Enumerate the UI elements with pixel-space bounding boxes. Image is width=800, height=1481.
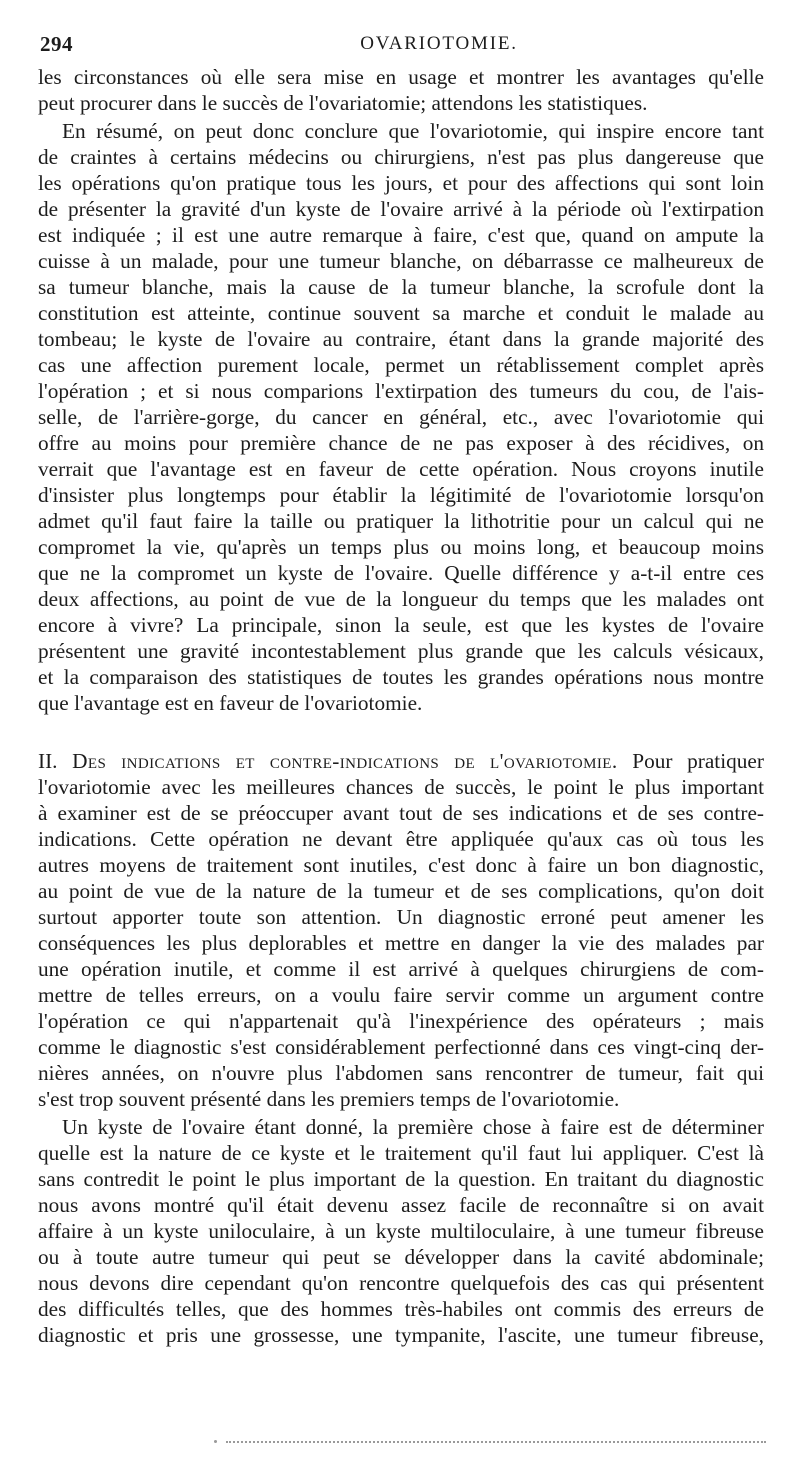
text-line: encore à vivre? La principale, sinon la seule, est que les kystes de l'ovaire: [38, 613, 764, 637]
text-line: s'est trop souvent présenté dans les premiers temps de l'ovariotomie.: [38, 1087, 620, 1111]
text-line: des difficultés telles, que des hommes très-habiles ont commis des erreurs de: [38, 1297, 764, 1321]
text-line: peut procurer dans le succès de l'ovariatomie; attendons les statistiques.: [38, 91, 648, 115]
text-line: sans contredit le point le plus important de la question. En traitant du diagnostic: [38, 1167, 764, 1191]
text-line: à examiner est de se préoccuper avant tout de ses indications et de ses contre-: [38, 801, 764, 825]
text-line: les circonstances où elle sera mise en usage et montrer les avantages qu'elle: [38, 65, 764, 89]
section-heading-continuation: Pour pratiquer: [632, 749, 764, 773]
text-line: nous avons montré qu'il était devenu assez facile de reconnaître si on avait: [38, 1193, 764, 1217]
text-line: tombeau; le kyste de l'ovaire au contraire, étant dans la grande majorité des: [38, 327, 764, 351]
text-line: diagnostic et pris une grossesse, une tympanite, l'ascite, une tumeur fibreuse,: [38, 1323, 764, 1347]
footer-dotted-rule: [226, 1441, 766, 1445]
text-line: d'insister plus longtemps pour établir la légitimité de l'ovariotomie lorsqu'on: [38, 483, 764, 507]
text-line: conséquences les plus deplorables et mettre en danger la vie des malades par: [38, 931, 764, 955]
text-line: constitution est atteinte, continue souvent sa marche et conduit le malade au: [38, 301, 764, 325]
text-line: indications. Cette opération ne devant être appliquée qu'aux cas où tous les: [38, 827, 764, 851]
text-line: sa tumeur blanche, mais la cause de la tumeur blanche, la scrofule dont la: [38, 275, 764, 299]
text-line: ou à toute autre tumeur qui peut se développer dans la cavité abdominale;: [38, 1245, 764, 1269]
text-line: autres moyens de traitement sont inutiles, c'est donc à faire un bon diagnostic,: [38, 853, 764, 877]
text-line: quelle est la nature de ce kyste et le traitement qu'il faut lui appliquer. C'est là: [38, 1141, 764, 1165]
text-line: l'opération ce qui n'appartenait qu'à l'inexpérience des opérateurs ; mais: [38, 1009, 764, 1033]
text-line: est indiquée ; il est une autre remarque à faire, c'est que, quand on ampute la: [38, 223, 764, 247]
text-line: nières années, on n'ouvre plus l'abdomen sans rencontrer de tumeur, fait qui: [38, 1061, 764, 1085]
text-line: cuisse à un malade, pour une tumeur blanche, on débarrasse ce malheureux de: [38, 249, 764, 273]
text-line: de présenter la gravité d'un kyste de l'ovaire arrivé à la période où l'extirpation: [38, 197, 764, 221]
text-line: une opération inutile, et comme il est arrivé à quelques chirurgiens de com-: [38, 957, 764, 981]
text-line: au point de vue de la nature de la tumeur et de ses complications, qu'on doit: [38, 879, 764, 903]
text-line: mettre de telles erreurs, on a voulu faire servir comme un argument contre: [38, 983, 764, 1007]
text-line: verrait que l'avantage est en faveur de cette opération. Nous croyons inutile: [38, 457, 764, 481]
text-line: présentent une gravité incontestablement plus grande que les calculs vésicaux,: [38, 639, 764, 663]
section-heading-line: [38, 748, 764, 774]
text-line: En résumé, on peut donc conclure que l'ovariotomie, qui inspire encore tant: [62, 119, 764, 143]
page-number: 294: [40, 32, 73, 56]
footer-dot: [214, 1440, 217, 1443]
section-heading: Des indications et contre-indications de l'ovariotomie.: [72, 749, 618, 773]
text-line: offre au moins pour première chance de ne pas exposer à des récidives, on: [38, 431, 764, 455]
text-line: l'opération ; et si nous comparions l'extirpation des tumeurs du cou, de l'ais-: [38, 379, 764, 403]
text-line: deux affections, au point de vue de la longueur du temps que les malades ont: [38, 587, 764, 611]
text-line: Un kyste de l'ovaire étant donné, la première chose à faire est de déterminer: [62, 1115, 764, 1139]
text-line: les opérations qu'on pratique tous les jours, et pour des affections qui sont loin: [38, 171, 764, 195]
text-line: que l'avantage est en faveur de l'ovariotomie.: [38, 691, 423, 715]
text-line: de craintes à certains médecins ou chirurgiens, n'est pas plus dangereuse que: [38, 145, 764, 169]
text-line: l'ovariotomie avec les meilleures chances de succès, le point le plus important: [38, 775, 764, 799]
section-number: II.: [38, 749, 58, 773]
running-title: OVARIOTOMIE.: [360, 33, 518, 54]
text-line: nous devons dire cependant qu'on rencontre quelquefois des cas qui présentent: [38, 1271, 764, 1295]
text-line: comme le diagnostic s'est considérablement perfectionné dans ces vingt-cinq der-: [38, 1035, 764, 1059]
text-line: et la comparaison des statistiques de toutes les grandes opérations nous montre: [38, 665, 764, 689]
text-line: admet qu'il faut faire la taille ou pratiquer la lithotritie pour un calcul qui ne: [38, 509, 764, 533]
text-line: selle, de l'arrière-gorge, du cancer en général, etc., avec l'ovariotomie qui: [38, 405, 764, 429]
text-line: compromet la vie, qu'après un temps plus ou moins long, et beaucoup moins: [38, 535, 764, 559]
text-line: que ne la compromet un kyste de l'ovaire. Quelle différence y a-t-il entre ces: [38, 561, 764, 585]
text-line: surtout apporter toute son attention. Un diagnostic erroné peut amener les: [38, 905, 764, 929]
text-line: cas une affection purement locale, permet un rétablissement complet après: [38, 353, 764, 377]
page-header: [40, 32, 768, 58]
text-line: affaire à un kyste uniloculaire, à un kyste multiloculaire, à une tumeur fibreuse: [38, 1219, 764, 1243]
